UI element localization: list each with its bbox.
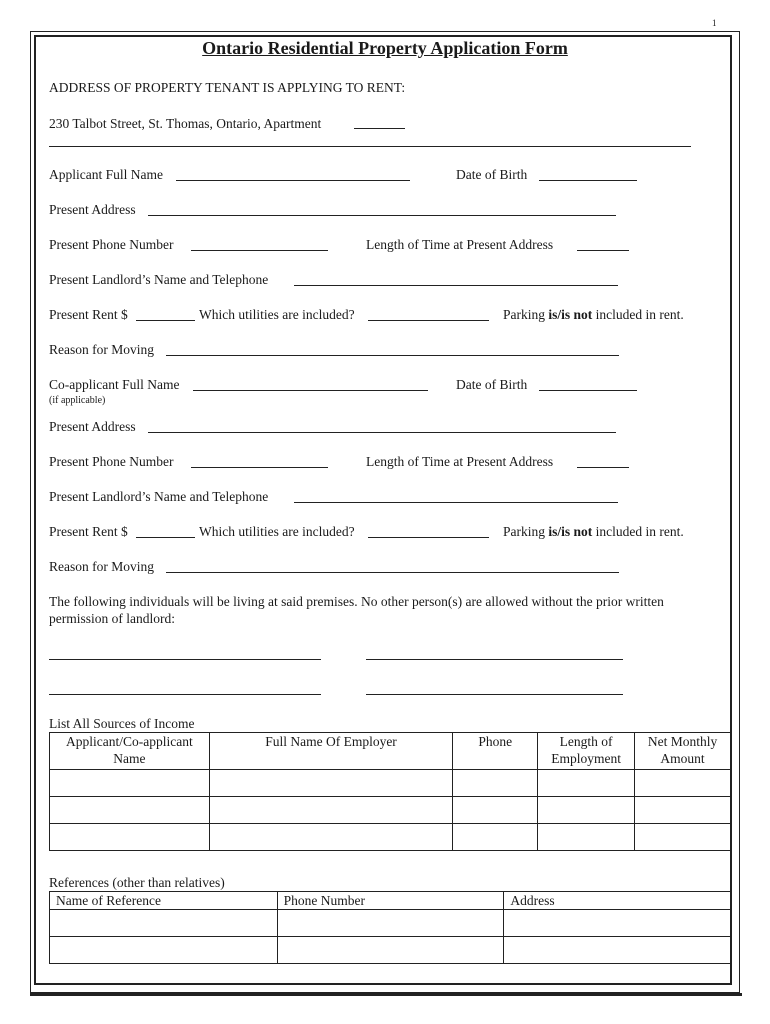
table-cell[interactable] xyxy=(209,797,452,824)
table-cell[interactable] xyxy=(277,937,504,964)
applicant-length-field[interactable] xyxy=(577,250,629,251)
coapplicant-phone-field[interactable] xyxy=(191,467,328,468)
occupants-text-2: permission of landlord: xyxy=(49,611,175,626)
income-col-name: Applicant/Co-applicant Name xyxy=(50,733,210,770)
applicant-dob-label: Date of Birth xyxy=(456,167,528,182)
ref-col-phone: Phone Number xyxy=(277,892,504,910)
table-cell[interactable] xyxy=(538,770,635,797)
page-border-bottom xyxy=(30,993,742,996)
income-col-employer: Full Name Of Employer xyxy=(209,733,452,770)
form-title: Ontario Residential Property Application Form xyxy=(202,38,568,58)
ref-col-name: Name of Reference xyxy=(50,892,278,910)
table-cell[interactable] xyxy=(504,937,731,964)
apartment-field[interactable] xyxy=(354,128,405,129)
ref-col-address: Address xyxy=(504,892,731,910)
table-cell[interactable] xyxy=(50,797,210,824)
applicant-reason-label: Reason for Moving xyxy=(49,342,154,357)
table-cell[interactable] xyxy=(504,910,731,937)
applicant-rent-field[interactable] xyxy=(136,320,195,321)
coapplicant-rent-field[interactable] xyxy=(136,537,195,538)
income-header-row xyxy=(50,733,731,770)
table-row xyxy=(50,910,731,937)
property-address: 230 Talbot Street, St. Thomas, Ontario, Apartment xyxy=(49,116,322,131)
income-heading: List All Sources of Income xyxy=(49,716,195,731)
coapplicant-landlord-label: Present Landlord’s Name and Telephone xyxy=(49,489,269,504)
applicant-parking xyxy=(503,307,684,323)
table-cell[interactable] xyxy=(538,824,635,851)
applicant-landlord-field[interactable] xyxy=(294,285,618,286)
table-cell[interactable] xyxy=(453,824,538,851)
coapplicant-reason-label: Reason for Moving xyxy=(49,559,154,574)
income-col-phone: Phone xyxy=(453,733,538,770)
applicant-utilities-label: Which utilities are included? xyxy=(199,307,355,322)
coapplicant-dob-label: Date of Birth xyxy=(456,377,528,392)
occupant-field-2[interactable] xyxy=(366,659,623,660)
applicant-phone-label: Present Phone Number xyxy=(49,237,174,252)
table-cell[interactable] xyxy=(50,910,278,937)
address-extra-line[interactable] xyxy=(49,146,691,147)
table-cell[interactable] xyxy=(635,797,731,824)
table-cell[interactable] xyxy=(453,770,538,797)
parking-pre: Parking xyxy=(503,307,545,322)
applicant-address-label: Present Address xyxy=(49,202,136,217)
parking-choice[interactable]: is/is not xyxy=(548,524,593,539)
coapplicant-address-label: Present Address xyxy=(49,419,136,434)
table-cell[interactable] xyxy=(635,770,731,797)
table-cell[interactable] xyxy=(50,824,210,851)
income-col-amount: Net Monthly Amount xyxy=(635,733,731,770)
coapplicant-utilities-label: Which utilities are included? xyxy=(199,524,355,539)
table-cell[interactable] xyxy=(277,910,504,937)
parking-post: included in rent. xyxy=(595,307,684,322)
references-header-row xyxy=(50,892,731,910)
parking-pre: Parking xyxy=(503,524,545,539)
coapplicant-utilities-field[interactable] xyxy=(368,537,489,538)
applicant-reason-field[interactable] xyxy=(166,355,619,356)
table-row xyxy=(50,797,731,824)
table-row xyxy=(50,824,731,851)
occupant-field-4[interactable] xyxy=(366,694,623,695)
table-cell[interactable] xyxy=(635,824,731,851)
coapplicant-name-label: Co-applicant Full Name xyxy=(49,377,180,392)
coapplicant-address-field[interactable] xyxy=(148,432,616,433)
table-cell[interactable] xyxy=(50,937,278,964)
coapplicant-length-field[interactable] xyxy=(577,467,629,468)
applicant-dob-field[interactable] xyxy=(539,180,637,181)
parking-post: included in rent. xyxy=(595,524,684,539)
applicant-utilities-field[interactable] xyxy=(368,320,489,321)
coapplicant-parking xyxy=(503,524,684,540)
coapplicant-dob-field[interactable] xyxy=(539,390,637,391)
applicant-name-field[interactable] xyxy=(176,180,410,181)
occupant-field-1[interactable] xyxy=(49,659,321,660)
income-col-length: Length of Employment xyxy=(538,733,635,770)
table-row xyxy=(50,937,731,964)
table-cell[interactable] xyxy=(50,770,210,797)
coapplicant-length-label: Length of Time at Present Address xyxy=(366,454,554,469)
table-cell[interactable] xyxy=(209,824,452,851)
coapplicant-name-field[interactable] xyxy=(193,390,428,391)
coapplicant-phone-label: Present Phone Number xyxy=(49,454,174,469)
applicant-rent-label: Present Rent $ xyxy=(49,307,128,322)
occupants-text-1: The following individuals will be living at said premises. No other person(s) are allowed without the prior written xyxy=(49,594,664,609)
table-cell[interactable] xyxy=(538,797,635,824)
references-table xyxy=(49,891,731,964)
coapplicant-landlord-field[interactable] xyxy=(294,502,618,503)
table-row xyxy=(50,770,731,797)
occupant-field-3[interactable] xyxy=(49,694,321,695)
applicant-length-label: Length of Time at Present Address xyxy=(366,237,554,252)
applicant-landlord-label: Present Landlord’s Name and Telephone xyxy=(49,272,269,287)
references-heading: References (other than relatives) xyxy=(49,875,225,890)
page-number: 1 xyxy=(712,18,717,28)
table-cell[interactable] xyxy=(209,770,452,797)
applicant-address-field[interactable] xyxy=(148,215,616,216)
coapplicant-reason-field[interactable] xyxy=(166,572,619,573)
coapplicant-if-applicable: (if applicable) xyxy=(49,395,106,406)
address-heading: ADDRESS OF PROPERTY TENANT IS APPLYING TO RENT: xyxy=(49,80,406,95)
parking-choice[interactable]: is/is not xyxy=(548,307,593,322)
income-table xyxy=(49,732,731,851)
table-cell[interactable] xyxy=(453,797,538,824)
coapplicant-rent-label: Present Rent $ xyxy=(49,524,128,539)
applicant-name-label: Applicant Full Name xyxy=(49,167,163,182)
applicant-phone-field[interactable] xyxy=(191,250,328,251)
